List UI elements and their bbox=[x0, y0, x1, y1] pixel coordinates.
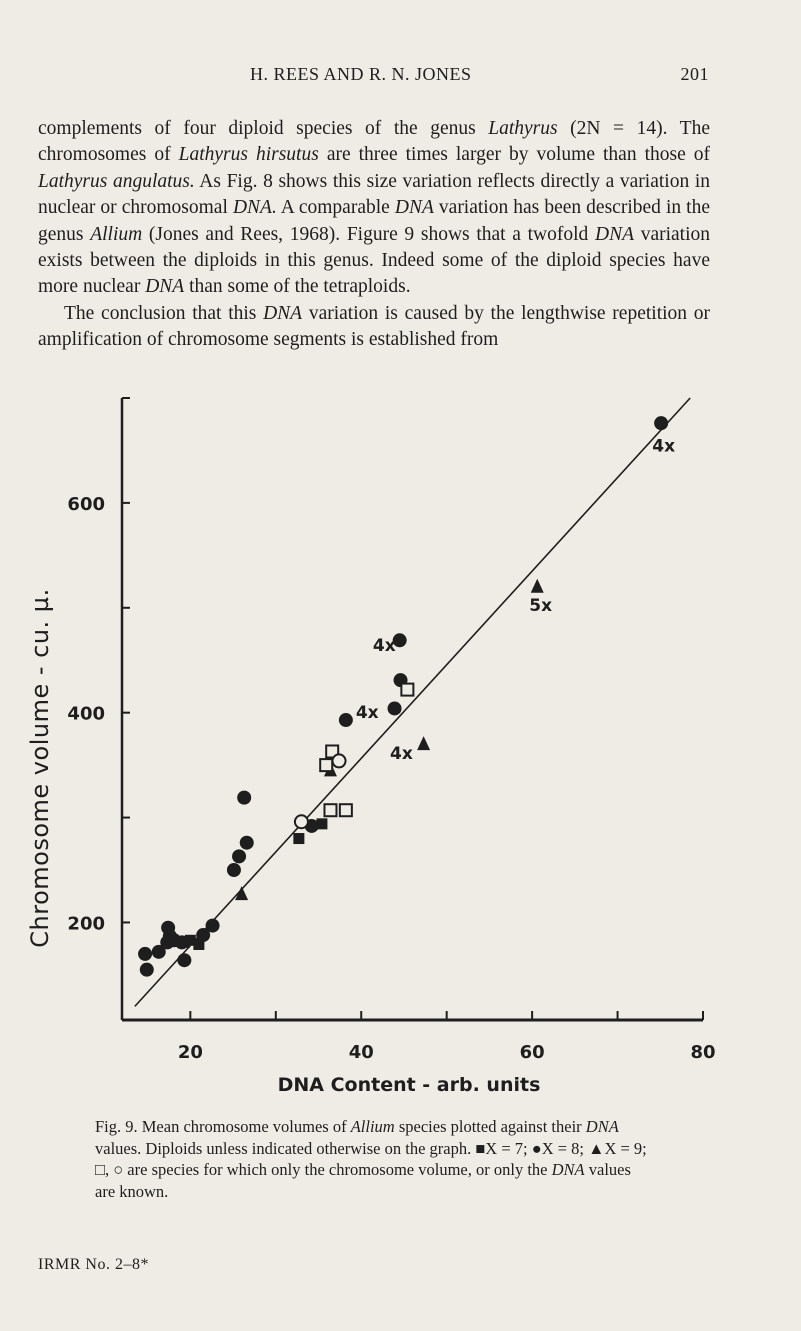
footer-signature: IRMR No. 2–8* bbox=[38, 1256, 149, 1273]
ploidy-annotation: 4x bbox=[652, 436, 676, 457]
x-axis-label: DNA Content - arb. units bbox=[277, 1074, 541, 1096]
regression-line-path bbox=[135, 398, 690, 1006]
figure-caption: Fig. 9. Mean chromosome volumes of Allium species plotted against their DNA values. Diploids unless indicated otherwise on the graph. ■X = 7; ●X = 8; ▲X = 9; □, ○ are species for which only the chromosome volume, or only the DNA values are known. bbox=[95, 1117, 647, 1201]
running-header-authors: H. REES AND R. N. JONES bbox=[250, 64, 472, 84]
page-number: 201 bbox=[680, 64, 709, 84]
point-circle-filled bbox=[240, 836, 254, 850]
point-circle-filled bbox=[388, 701, 402, 715]
point-triangle-filled bbox=[417, 736, 430, 750]
x-tick-label: 40 bbox=[348, 1042, 374, 1063]
point-circle-filled bbox=[237, 791, 251, 805]
point-circle-filled bbox=[161, 921, 175, 935]
ploidy-annotation: 4x bbox=[355, 702, 379, 723]
running-header bbox=[250, 64, 709, 85]
ploidy-annotation: 4x bbox=[372, 635, 396, 656]
figure-9-scatter-chart bbox=[0, 370, 801, 1110]
point-triangle-filled bbox=[235, 886, 248, 900]
point-circle-filled bbox=[654, 416, 668, 430]
paragraph-2: The conclusion that this DNA variation is caused by the lengthwise repetition or amplification of chromosome segments is established from bbox=[38, 302, 710, 351]
point-circle-open bbox=[295, 815, 308, 828]
point-square-open bbox=[401, 684, 413, 696]
point-square-open bbox=[324, 804, 336, 816]
x-tick-label: 20 bbox=[177, 1042, 203, 1063]
point-circle-filled bbox=[175, 935, 189, 949]
point-circle-filled bbox=[138, 947, 152, 961]
y-axis-label: Chromosome volume - cu. µ. bbox=[26, 588, 54, 948]
point-circle-filled bbox=[177, 953, 191, 967]
point-circle-filled bbox=[232, 849, 246, 863]
point-square-open bbox=[340, 804, 352, 816]
y-tick-label: 600 bbox=[67, 493, 105, 515]
point-triangle-filled bbox=[531, 579, 544, 593]
x-tick-label: 60 bbox=[519, 1042, 545, 1063]
point-circle-filled bbox=[206, 919, 220, 933]
point-circle-filled bbox=[339, 713, 353, 727]
paragraph-1: complements of four diploid species of the genus Lathyrus (2N = 14). The chromosomes of Lathyrus hirsutus are three times larger by volume than those of Lathyrus angulatus. As Fig. 8 shows this size variation reflects directly a variation in nuclear or chromosomal DNA. A comparable DNA variation has been described in the genus Allium (Jones and Rees, 1968). Figure 9 shows that a twofold DNA variation exists between the diploids in this genus. Indeed some of the diploid species have more nuclear DNA than some of the tetraploids. bbox=[38, 118, 711, 298]
ploidy-annotation: 4x bbox=[389, 743, 413, 764]
y-tick-label: 200 bbox=[67, 913, 105, 935]
point-square-open bbox=[320, 759, 332, 771]
chart-annotations bbox=[356, 436, 675, 763]
chart-axes bbox=[67, 398, 715, 1063]
regression-line bbox=[135, 398, 690, 1006]
ploidy-annotation: 5x bbox=[529, 595, 553, 616]
point-circle-filled bbox=[140, 963, 154, 977]
point-square-filled bbox=[293, 833, 304, 844]
y-tick-label: 400 bbox=[67, 703, 105, 725]
x-tick-label: 80 bbox=[690, 1042, 716, 1063]
point-circle-open bbox=[333, 754, 346, 767]
chart-marks bbox=[138, 416, 668, 976]
point-circle-filled bbox=[227, 863, 241, 877]
body-text bbox=[38, 116, 710, 354]
